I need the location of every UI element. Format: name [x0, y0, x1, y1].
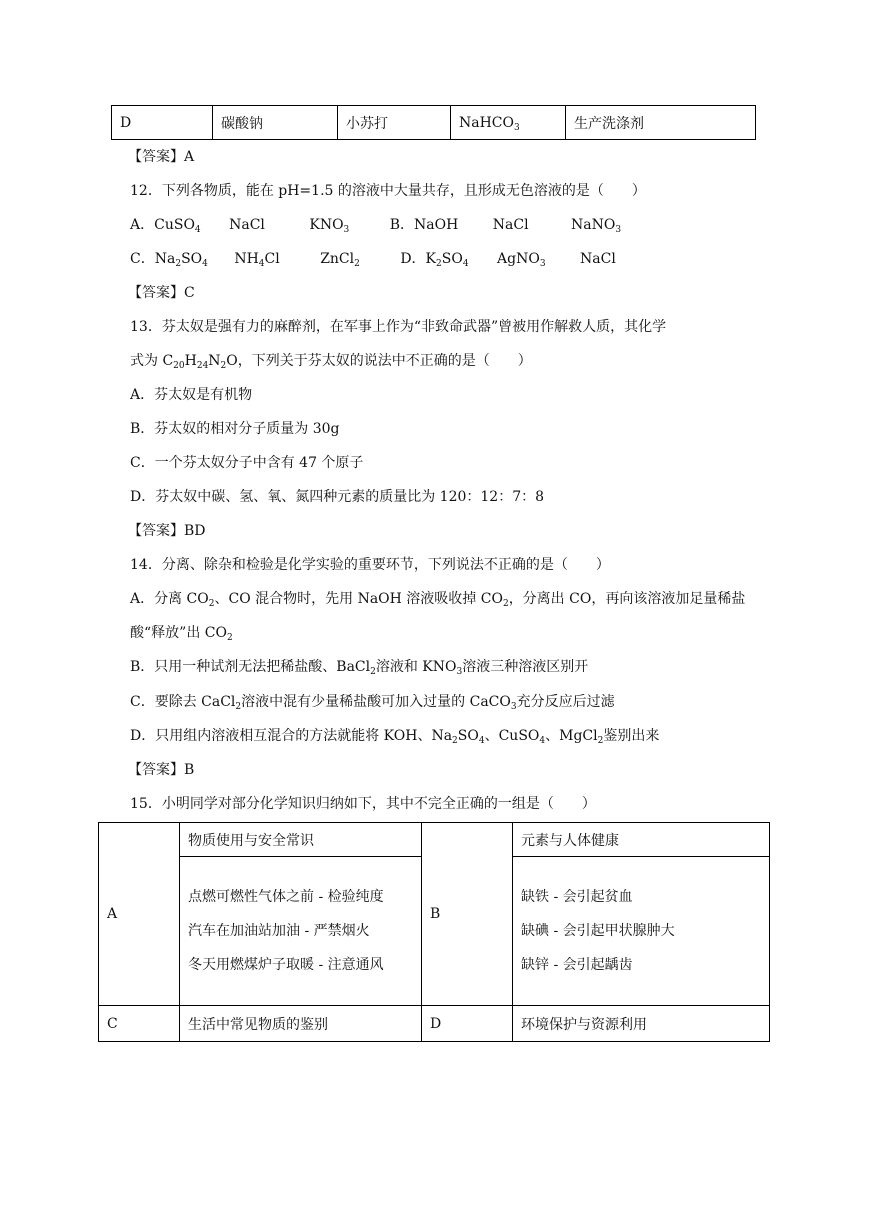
chem-item: NaNO — [571, 217, 616, 233]
cell-name: 碳酸钠 — [213, 106, 338, 140]
chem-item: SO — [181, 251, 203, 267]
group-a-label: A — [99, 823, 180, 1006]
text: C．要除去 CaCl — [130, 694, 236, 710]
subscript: 4 — [202, 259, 208, 269]
text: D．只用组内溶液相互混合的方法就能将 KOH、Na — [130, 728, 453, 744]
list-item: 缺碘 - 会引起甲状腺肿大 — [521, 923, 675, 939]
chem-item: Na — [154, 251, 176, 267]
chem-item: CuSO — [154, 217, 195, 233]
q13-option-d: D．芬太奴中碳、氢、氧、氮四种元素的质量比为 120：12：7：8 — [130, 489, 545, 505]
text: 、MgCl — [545, 728, 598, 744]
subscript: 3 — [343, 225, 350, 235]
subscript: 4 — [194, 225, 201, 235]
q12-option-c — [130, 249, 616, 269]
subscript: 3 — [615, 225, 622, 235]
chem-item: SO — [441, 251, 463, 267]
top-table — [111, 105, 756, 140]
chem-item: KNO — [309, 217, 344, 233]
q14-option-d — [130, 726, 659, 746]
text: 鉴别出来 — [603, 728, 660, 744]
subscript: 2 — [452, 736, 458, 746]
q13-line2 — [130, 351, 532, 371]
chem-item: NaOH — [414, 217, 459, 233]
text: A．分离 CO — [130, 591, 209, 607]
group-a-title: 物质使用与安全常识 — [180, 823, 422, 857]
q14-option-b — [130, 657, 588, 677]
cell-formula — [451, 106, 566, 140]
group-c-title: 生活中常见物质的鉴别 — [180, 1006, 422, 1042]
group-b-title: 元素与人体健康 — [513, 823, 770, 857]
q13-option-b: B．芬太奴的相对分子质量为 30g — [130, 421, 340, 437]
text: H — [184, 353, 197, 369]
chem-item: NaCl — [492, 217, 529, 233]
subscript: 3 — [539, 259, 546, 269]
table-row — [99, 823, 770, 857]
group-a-lines — [180, 857, 422, 1006]
text: 式为 C — [130, 353, 174, 369]
cell-option: D — [112, 106, 213, 140]
text: 充分反应后过滤 — [516, 694, 615, 710]
q12-stem: 12．下列各物质，能在 pH=1.5 的溶液中大量共存，且形成无色溶液的是（ ） — [130, 183, 646, 199]
q13-line1: 13．芬太奴是强有力的麻醉剂，在军事上作为“非致命武器”曾被用作解救人质，其化学 — [130, 319, 667, 335]
group-c-label: C — [99, 1006, 180, 1042]
option-label: C． — [130, 251, 155, 267]
cell-common-name: 小苏打 — [338, 106, 451, 140]
group-b-lines — [513, 857, 770, 1006]
group-d-title: 环境保护与资源利用 — [513, 1006, 770, 1042]
answer-14: 【答案】B — [128, 762, 195, 778]
subscript: 4 — [462, 259, 469, 269]
q14-option-c — [130, 692, 615, 712]
subscript: 24 — [196, 361, 209, 371]
q14-option-a-line1 — [130, 589, 745, 609]
list-item: 点燃可燃性气体之前 - 检验纯度 — [188, 889, 384, 905]
subscript: 2 — [597, 736, 604, 746]
subscript: 2 — [208, 599, 215, 609]
q15-stem: 15．小明同学对部分化学知识归纳如下，其中不完全正确的一组是（ ） — [130, 796, 596, 812]
option-label: B． — [389, 217, 415, 233]
subscript: 2 — [220, 361, 227, 371]
subscript: 4 — [539, 736, 546, 746]
text: 酸“释放”出 CO — [130, 625, 227, 641]
chem-item: K — [425, 251, 437, 267]
option-label: D． — [400, 251, 426, 267]
cell-use: 生产洗涤剂 — [566, 106, 756, 140]
option-label: A． — [130, 217, 155, 233]
list-item: 汽车在加油站加油 - 严禁烟火 — [188, 923, 370, 939]
subscript: 2 — [502, 599, 509, 609]
subscript: 2 — [354, 259, 360, 269]
answer-12: 【答案】C — [128, 285, 195, 301]
text: ，分离出 CO，再向该溶液加足量稀盐 — [508, 591, 746, 607]
formula-sub: 3 — [514, 122, 520, 133]
group-b-label: B — [422, 823, 513, 1006]
answer-11: 【答案】A — [128, 149, 195, 165]
subscript: 2 — [235, 702, 242, 712]
chem-item: AgNO — [497, 251, 540, 267]
table-row — [99, 1006, 770, 1042]
q14-stem: 14．分离、除杂和检验是化学实验的重要环节，下列说法不正确的是（ ） — [130, 557, 610, 573]
chem-item: NaCl — [229, 217, 265, 233]
text: 、CO 混合物时，先用 NaOH 溶液吸收掉 CO — [214, 591, 503, 607]
subscript: 2 — [370, 667, 376, 677]
text: B．只用一种试剂无法把稀盐酸、BaCl — [130, 659, 371, 675]
answer-13: 【答案】BD — [128, 523, 206, 539]
subscript: 2 — [436, 259, 442, 269]
text: 溶液三种溶液区别开 — [462, 659, 589, 675]
list-item: 缺铁 - 会引起贫血 — [521, 889, 633, 905]
q13-option-c: C．一个芬太奴分子中含有 47 个原子 — [130, 455, 364, 471]
group-d-label: D — [422, 1006, 513, 1042]
text: SO — [457, 728, 479, 744]
chem-item: Cl — [264, 251, 280, 267]
list-item: 缺锌 - 会引起龋齿 — [521, 957, 633, 973]
q12-option-a — [130, 215, 621, 235]
subscript: 4 — [478, 736, 485, 746]
text: O，下列关于芬太奴的说法中不正确的是（ ） — [226, 353, 532, 369]
table-row — [112, 106, 756, 140]
subscript: 4 — [258, 259, 265, 269]
list-item: 冬天用燃煤炉子取暖 - 注意通风 — [188, 957, 384, 973]
q15-table — [98, 822, 770, 1042]
subscript: 3 — [510, 702, 517, 712]
chem-item: NaCl — [580, 251, 616, 267]
chem-item: ZnCl — [320, 251, 355, 267]
text: N — [208, 353, 221, 369]
subscript: 20 — [173, 361, 185, 371]
text: 溶液中混有少量稀盐酸可加入过量的 CaCO — [241, 694, 511, 710]
subscript: 3 — [456, 667, 463, 677]
subscript: 2 — [226, 633, 233, 643]
q13-option-a: A．芬太奴是有机物 — [130, 387, 253, 403]
text: 、CuSO — [484, 728, 540, 744]
formula-main: NaHCO — [459, 114, 514, 131]
q14-option-a-line2 — [130, 623, 233, 643]
subscript: 2 — [175, 259, 182, 269]
chem-item: NH — [234, 251, 259, 267]
text: 溶液和 KNO — [375, 659, 457, 675]
